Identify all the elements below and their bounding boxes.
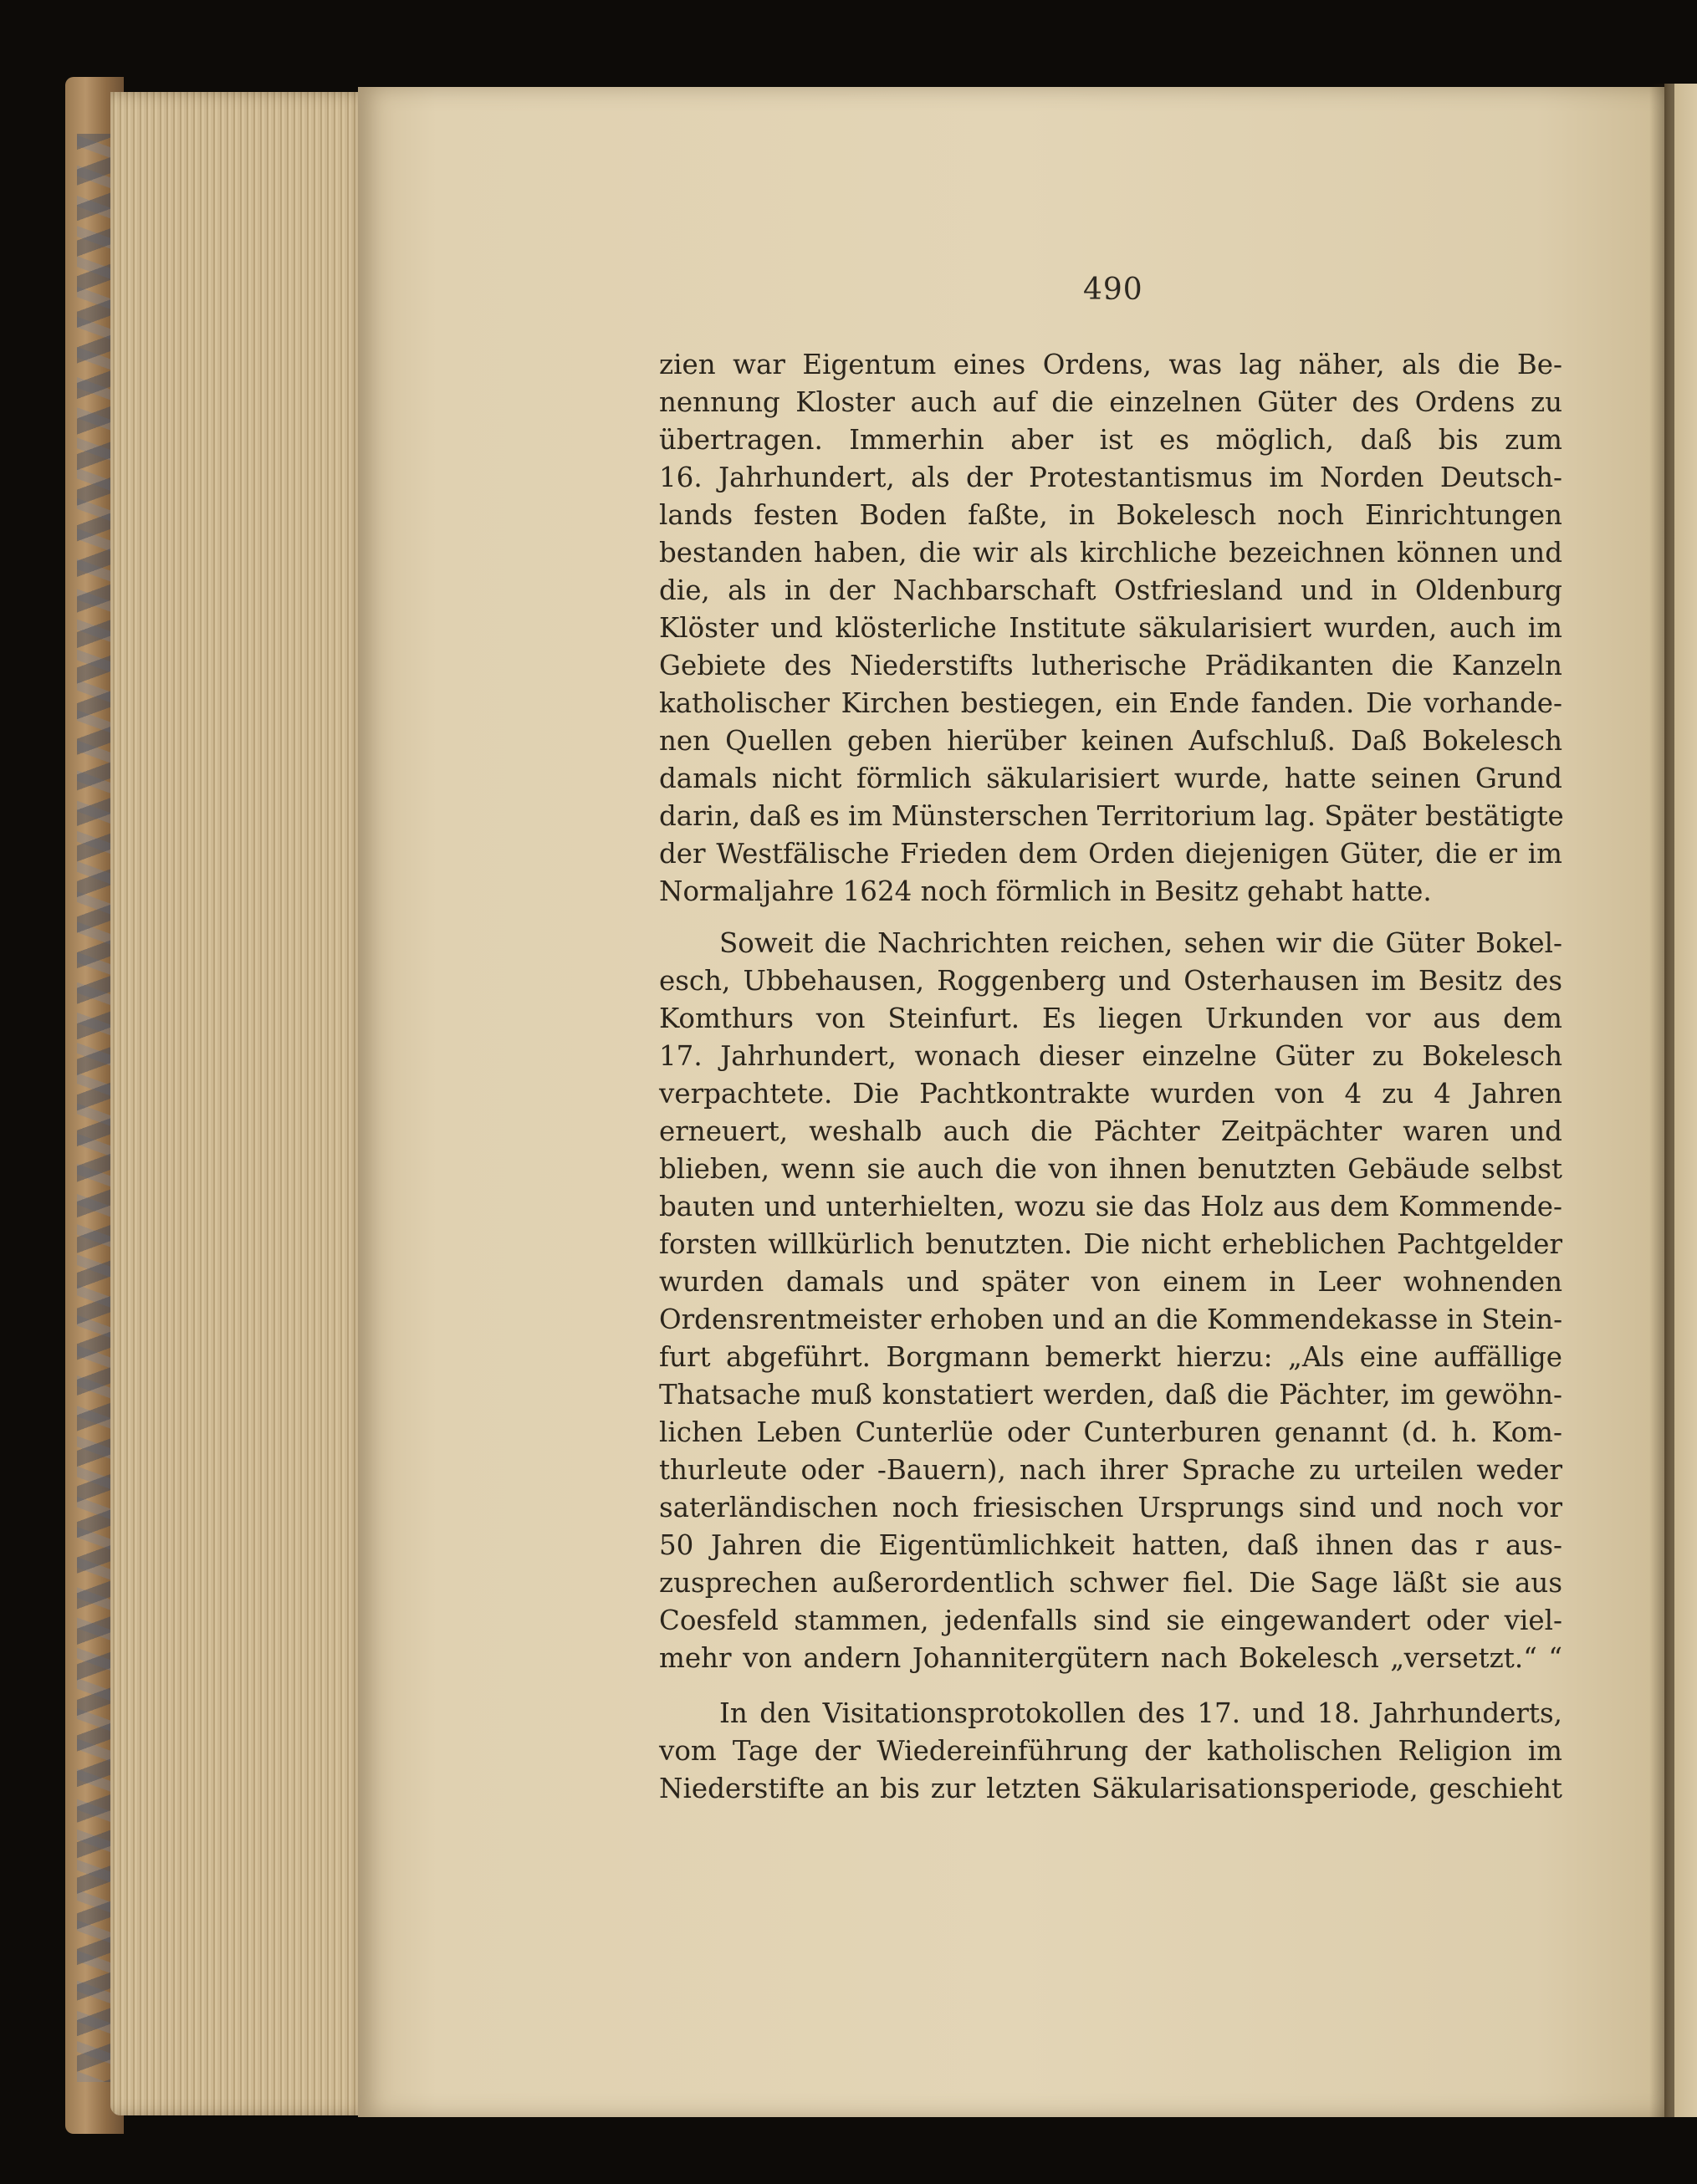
text-line: vom Tage der Wiedereinführung der katholischen Religion im xyxy=(659,1735,1562,1767)
paragraph xyxy=(659,925,1562,1677)
text-line: Normaljahre 1624 noch förmlich in Besitz gehabt hatte. xyxy=(659,875,1432,907)
text-line: 16. Jahrhundert, als der Protestantismus im Norden Deutsch- xyxy=(659,462,1562,493)
text-line: Niederstifte an bis zur letzten Säkularisationsperiode, geschieht xyxy=(659,1773,1562,1804)
gutter-shadow xyxy=(1649,84,1674,2117)
text-line: In den Visitationsprotokollen des 17. und 18. Jahrhunderts, xyxy=(719,1697,1562,1729)
text-line: erneuert, weshalb auch die Pächter Zeitpächter waren und xyxy=(659,1115,1562,1147)
text-line: nen Quellen geben hierüber keinen Aufschluß. Daß Bokelesch xyxy=(659,725,1562,757)
text-line: lichen Leben Cunterlüe oder Cunterburen genannt (d. h. Kom- xyxy=(659,1416,1562,1448)
marbled-endpaper xyxy=(77,134,110,2082)
text-line: nennung Kloster auch auf die einzelnen Güter des Ordens zu xyxy=(659,386,1562,418)
text-line: die, als in der Nachbarschaft Ostfriesland und in Oldenburg xyxy=(659,574,1562,606)
text-line: der Westfälische Frieden dem Orden diejenigen Güter, die er im xyxy=(659,838,1562,870)
text-line: verpachtete. Die Pachtkontrakte wurden von 4 zu 4 Jahren xyxy=(659,1078,1562,1110)
text-line: darin, daß es im Münsterschen Territorium lag. Später bestätigte xyxy=(659,800,1564,832)
text-line: 17. Jahrhundert, wonach dieser einzelne Güter zu Bokelesch xyxy=(659,1040,1562,1072)
page-number: 490 xyxy=(1083,273,1143,307)
text-line: damals nicht förmlich säkularisiert wurde, hatte seinen Grund xyxy=(659,763,1562,794)
text-line: thurleute oder -Bauern), nach ihrer Sprache zu urteilen weder xyxy=(659,1454,1562,1486)
paragraph xyxy=(659,346,1562,911)
text-line: Ordensrentmeister erhoben und an die Kommendekasse in Stein- xyxy=(659,1304,1563,1335)
text-line: bauten und unterhielten, wozu sie das Holz aus dem Kommende- xyxy=(659,1191,1562,1222)
text-line: saterländischen noch friesischen Ursprungs sind und noch vor xyxy=(659,1492,1562,1523)
text-line: lands festen Boden faßte, in Bokelesch noch Einrichtungen xyxy=(659,499,1562,531)
text-line: forsten willkürlich benutzten. Die nicht erheblichen Pachtgelder xyxy=(659,1228,1562,1260)
body-text xyxy=(659,346,1562,1808)
text-line: esch, Ubbehausen, Roggenberg und Osterhausen im Besitz des xyxy=(659,965,1562,997)
page-stack-edge xyxy=(110,92,370,2115)
text-line: Klöster und klösterliche Institute säkularisiert wurden, auch im xyxy=(659,612,1562,644)
text-line: Coesfeld stammen, jedenfalls sind sie eingewandert oder viel- xyxy=(659,1605,1562,1636)
paragraph xyxy=(659,1695,1562,1808)
text-line: bestanden haben, die wir als kirchliche bezeichnen können und xyxy=(659,537,1562,569)
text-line: katholischer Kirchen bestiegen, ein Ende fanden. Die vorhande- xyxy=(659,687,1562,719)
text-line: Komthurs von Steinfurt. Es liegen Urkunden vor aus dem xyxy=(659,1003,1562,1034)
text-line: wurden damals und später von einem in Leer wohnenden xyxy=(659,1266,1562,1298)
text-line: Thatsache muß konstatiert werden, daß die Pächter, im gewöhn- xyxy=(659,1379,1562,1411)
text-line: furt abgeführt. Borgmann bemerkt hierzu: „Als eine auffällige xyxy=(659,1341,1562,1373)
text-line: zusprechen außerordentlich schwer fiel. Die Sage läßt sie aus xyxy=(659,1567,1562,1599)
text-line: übertragen. Immerhin aber ist es möglich, daß bis zum xyxy=(659,424,1562,456)
text-line: Gebiete des Niederstifts lutherische Prädikanten die Kanzeln xyxy=(659,650,1562,681)
text-line: blieben, wenn sie auch die von ihnen benutzten Gebäude selbst xyxy=(659,1153,1562,1185)
text-line: 50 Jahren die Eigentümlichkeit hatten, daß ihnen das r aus- xyxy=(659,1529,1562,1561)
text-line: zien war Eigentum eines Ordens, was lag näher, als die Be- xyxy=(659,349,1562,380)
text-line: mehr von andern Johannitergütern nach Bokelesch „versetzt.“ “ xyxy=(659,1642,1562,1674)
text-line: Soweit die Nachrichten reichen, sehen wir die Güter Bokel- xyxy=(719,927,1562,959)
